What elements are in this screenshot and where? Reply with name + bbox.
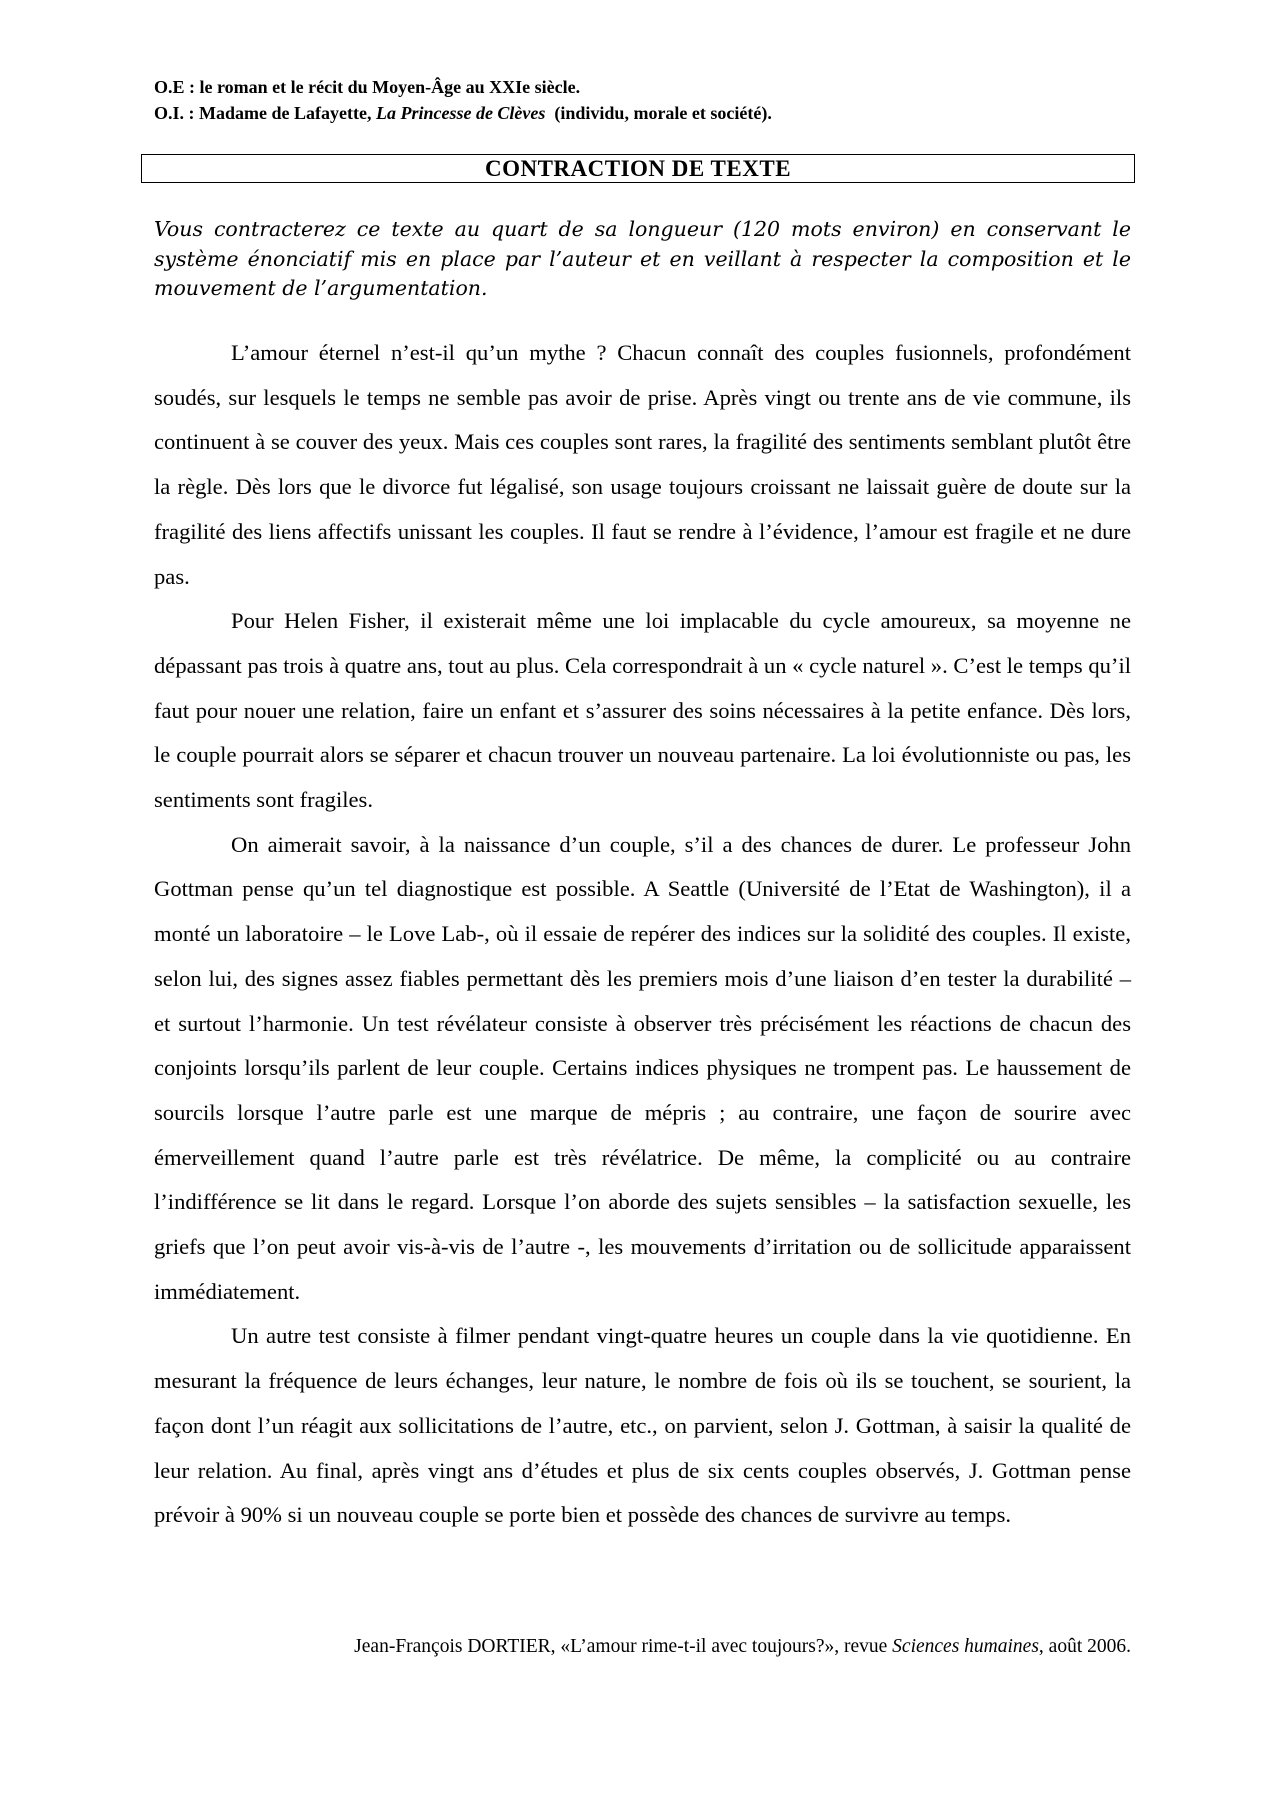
header xyxy=(154,74,1154,126)
header-oi-prefix: O.I. : Madame de Lafayette, xyxy=(154,103,376,123)
source-journal: Sciences humaines xyxy=(892,1636,1039,1657)
paragraph-3: On aimerait savoir, à la naissance d’un couple, s’il a des chances de durer. Le professeur John Gottman pense qu’un tel diagnostique est possible. A Seattle (Université de l’Etat de Washington), il a monté un laboratoire – le Love Lab-, où il essaie de repérer des indices sur la solidité des couples. Il existe, selon lui, des signes assez fiables permettant dès les premiers mois d’une liaison d’en tester la durabilité – et surtout l’harmonie. Un test révélateur consiste à observer très précisément les réactions de chacun des conjoints lorsqu’ils parlent de leur couple. Certains indices physiques ne trompent pas. Le haussement de sourcils lorsque l’autre parle est une marque de mépris ; au contraire, une façon de sourire avec émerveillement quand l’autre parle est très révélatrice. De même, la complicité ou au contraire l’indifférence se lit dans le regard. Lorsque l’on aborde des sujets sensibles – la satisfaction sexuelle, les griefs que l’on peut avoir vis-à-vis de l’autre -, les mouvements d’irritation ou de sollicitude apparaissent immédiatement. xyxy=(154,831,1131,1304)
paragraph-4: Un autre test consiste à filmer pendant vingt-quatre heures un couple dans la vie quotidienne. En mesurant la fréquence de leurs échanges, leur nature, le nombre de fois où ils se touchent, se sourient, la façon dont l’un réagit aux sollicitations de l’autre, etc., on parvient, selon J. Gottman, à saisir la qualité de leur relation. Au final, après vingt ans d’études et plus de six cents couples observés, J. Gottman pense prévoir à 90% si un nouveau couple se porte bien et possède des chances de survivre au temps. xyxy=(154,1323,1131,1528)
page-title: CONTRACTION DE TEXTE xyxy=(141,154,1135,183)
text-body xyxy=(154,331,1131,1538)
header-oi-suffix: (individu, morale et société). xyxy=(545,103,772,123)
paragraph-2: Pour Helen Fisher, il existerait même une loi implacable du cycle amoureux, sa moyenne ne dépassant pas trois à quatre ans, tout au plus. Cela correspondrait à un « cycle naturel ». C’est le temps qu’il faut pour nouer une relation, faire un enfant et s’assurer des soins nécessaires à la petite enfance. Dès lors, le couple pourrait alors se séparer et chacun trouver un nouveau partenaire. La loi évolutionniste ou pas, les sentiments sont fragiles. xyxy=(154,608,1131,813)
source-suffix: , août 2006. xyxy=(1038,1636,1131,1657)
header-line-oi xyxy=(154,100,1154,126)
instructions: Vous contracterez ce texte au quart de sa longueur (120 mots environ) en conservant le système énonciatif mis en place par l’auteur et en veillant à respecter la composition et le mouvement de l’argumentation. xyxy=(154,217,1131,300)
source-prefix: Jean-François DORTIER, «L’amour rime-t-il avec toujours?», revue xyxy=(354,1636,893,1657)
source-citation xyxy=(154,1632,1131,1662)
paragraph-1: L’amour éternel n’est-il qu’un mythe ? Chacun connaît des couples fusionnels, profondément soudés, sur lesquels le temps ne semble pas avoir de prise. Après vingt ou trente ans de vie commune, ils continuent à se couver des yeux. Mais ces couples sont rares, la fragilité des sentiments semblant plutôt être la règle. Dès lors que le divorce fut légalisé, son usage toujours croissant ne laissait guère de doute sur la fragilité des liens affectifs unissant les couples. Il faut se rendre à l’évidence, l’amour est fragile et ne dure pas. xyxy=(154,340,1131,589)
header-line-oe: O.E : le roman et le récit du Moyen-Âge au XXIe siècle. xyxy=(154,77,581,97)
header-oi-work: La Princesse de Clèves xyxy=(375,103,546,123)
